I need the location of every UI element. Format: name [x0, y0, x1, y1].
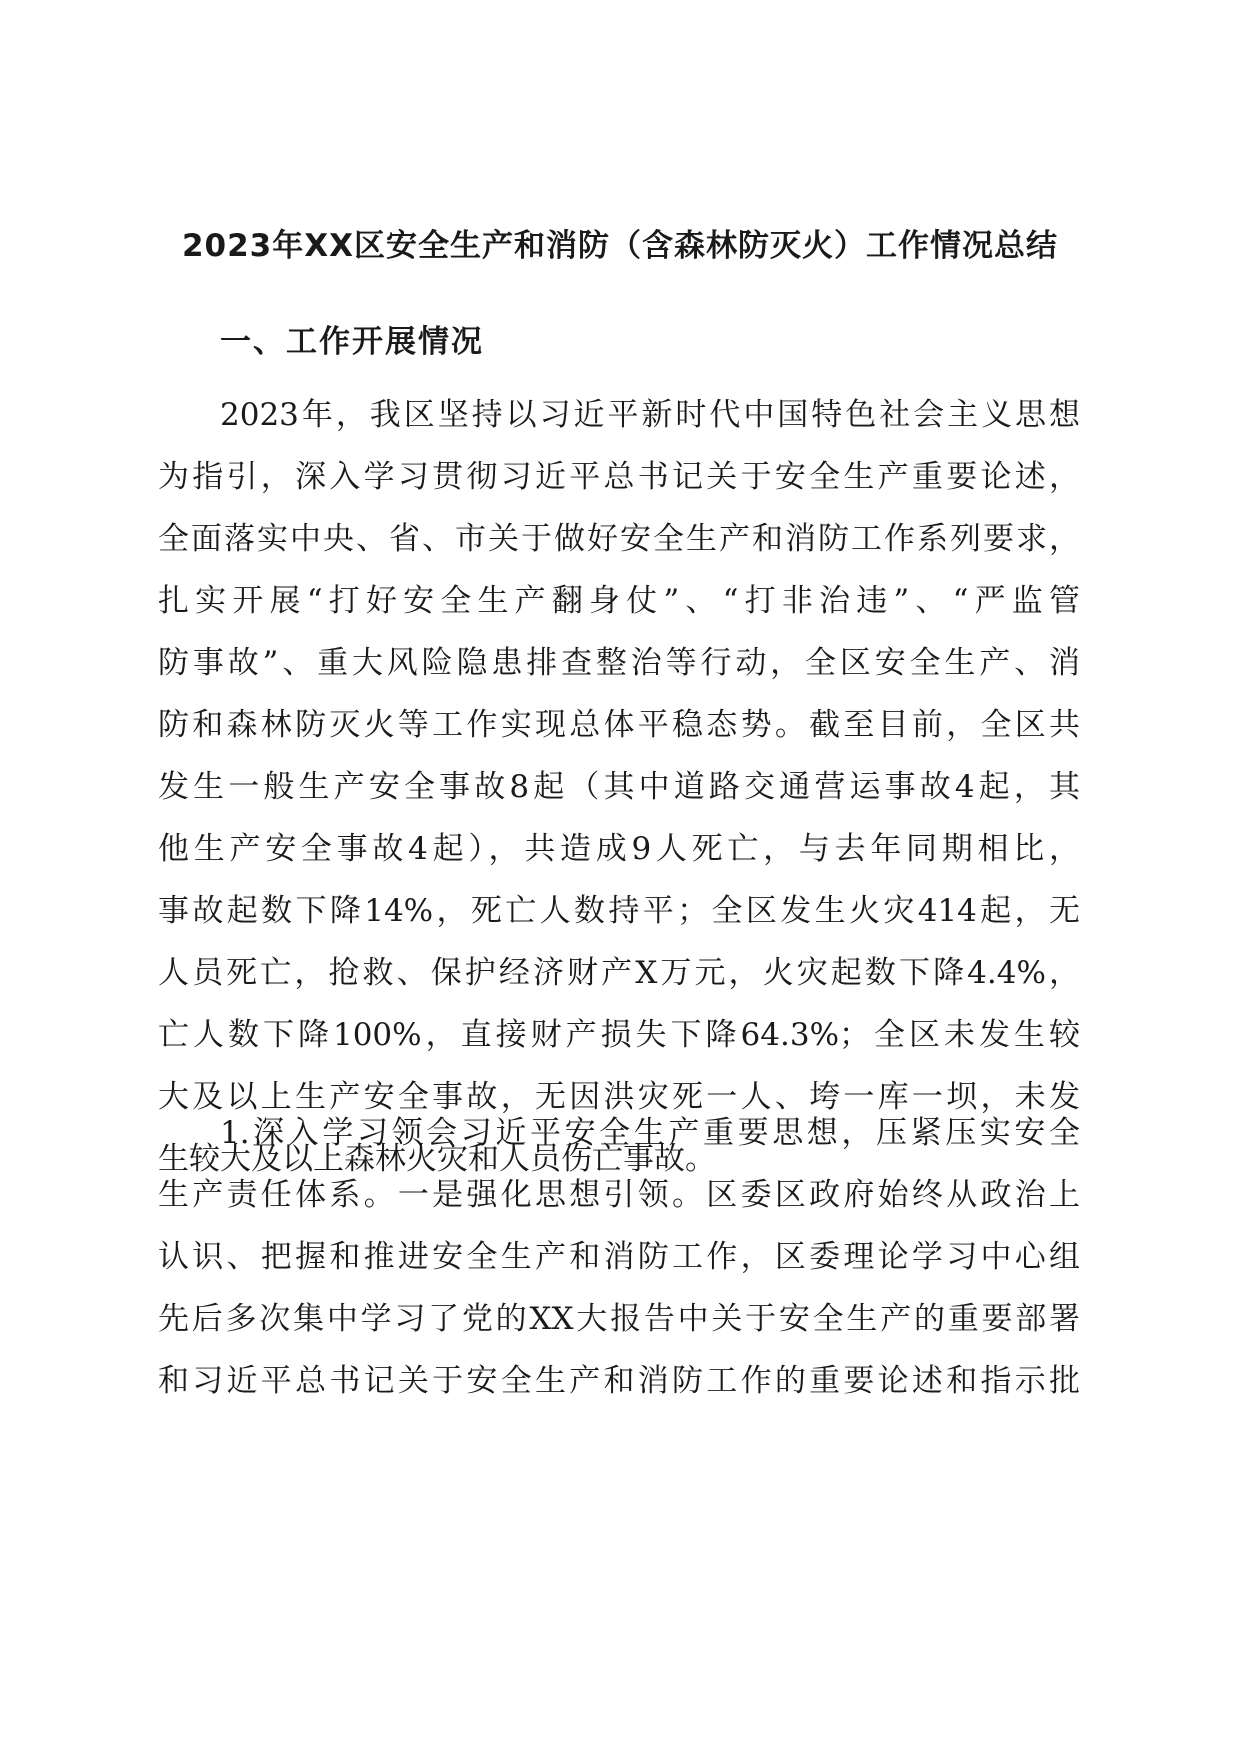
paragraph-line: 全面落实中央、省、市关于做好安全生产和消防工作系列要求，: [158, 521, 1080, 557]
paragraph-line: 防事故”、重大风险隐患排查整治等行动，全区安全生产、消: [158, 645, 1080, 681]
paragraph-line: 认识、把握和推进安全生产和消防工作，区委理论学习中心组: [158, 1239, 1080, 1275]
paragraph-line: 生产责任体系。一是强化思想引领。区委区政府始终从政治上: [158, 1177, 1080, 1213]
paragraph-line: 先后多次集中学习了党的XX大报告中关于安全生产的重要部署: [158, 1301, 1080, 1337]
paragraph-line: 2023年，我区坚持以习近平新时代中国特色社会主义思想: [220, 397, 1080, 433]
paragraph-line: 亡人数下降100%，直接财产损失下降64.3%；全区未发生较: [158, 1017, 1080, 1053]
paragraph-line: 和习近平总书记关于安全生产和消防工作的重要论述和指示批: [158, 1363, 1080, 1399]
paragraph-line: 发生一般生产安全事故8起（其中道路交通营运事故4起，其: [158, 769, 1080, 805]
paragraph-2: [158, 1102, 1080, 1412]
paragraph-1: [158, 384, 1080, 1190]
paragraph-line: 生较大及以上森林火灾和人员伤亡事故。: [158, 1141, 716, 1177]
paragraph-line: 扎实开展“打好安全生产翻身仗”、“打非治违”、“严监管: [158, 583, 1080, 619]
paragraph-line: 大及以上生产安全事故，无因洪灾死一人、垮一库一坝，未发: [158, 1079, 1080, 1115]
paragraph-line: 人员死亡，抢救、保护经济财产X万元，火灾起数下降4.4%，: [158, 955, 1080, 991]
paragraph-line: 为指引，深入学习贯彻习近平总书记关于安全生产重要论述，: [158, 459, 1080, 495]
document-title: 2023年XX区安全生产和消防（含森林防灭火）工作情况总结: [181, 228, 1059, 264]
section-heading: 一、工作开展情况: [220, 324, 484, 360]
paragraph-line: 他生产安全事故4起），共造成9人死亡，与去年同期相比，: [158, 831, 1080, 867]
paragraph-line: 1.深入学习领会习近平安全生产重要思想，压紧压实安全: [220, 1115, 1080, 1151]
paragraph-line: 防和森林防灭火等工作实现总体平稳态势。截至目前，全区共: [158, 707, 1080, 743]
paragraph-line: 事故起数下降14%，死亡人数持平；全区发生火灾414起，无: [158, 893, 1080, 929]
